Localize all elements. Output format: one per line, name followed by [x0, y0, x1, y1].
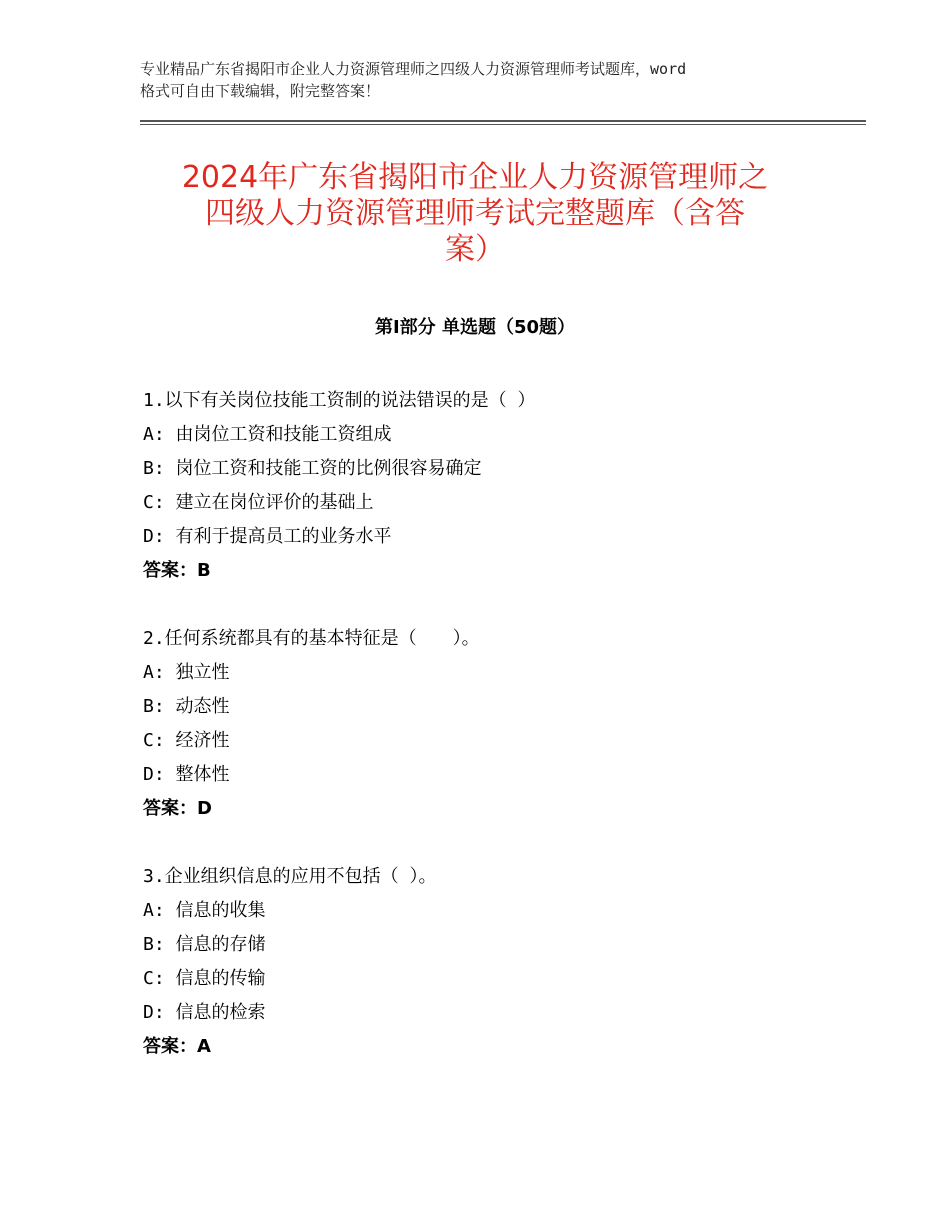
question-item	[143, 860, 843, 1064]
option-a: A: 信息的收集	[143, 900, 266, 921]
option-b: B: 动态性	[143, 696, 230, 717]
option-b: B: 信息的存储	[143, 934, 266, 955]
question-list	[143, 384, 843, 1098]
option-c: C: 经济性	[143, 730, 230, 751]
question-stem: 1.以下有关岗位技能工资制的说法错误的是（ ）	[143, 390, 536, 411]
option-a: A: 由岗位工资和技能工资组成	[143, 424, 392, 445]
answer-line: 答案：D	[143, 798, 212, 819]
option-b: B: 岗位工资和技能工资的比例很容易确定	[143, 458, 482, 479]
option-c: C: 建立在岗位评价的基础上	[143, 492, 374, 513]
question-stem: 2.任何系统都具有的基本特征是（ ）。	[143, 628, 480, 649]
question-item	[143, 622, 843, 826]
header-divider-thin	[140, 124, 866, 125]
title-line-1: 2024年广东省揭阳市企业人力资源管理师之	[181, 160, 769, 195]
answer-line: 答案：B	[143, 560, 211, 581]
title-line-3: 案）	[445, 232, 505, 267]
header-divider-thick	[140, 120, 866, 122]
header-note-line-1: 专业精品广东省揭阳市企业人力资源管理师之四级人力资源管理师考试题库，word	[140, 60, 687, 78]
question-stem: 3.企业组织信息的应用不包括（ ）。	[143, 866, 437, 887]
header-note-line-2: 格式可自由下载编辑，附完整答案！	[140, 82, 381, 100]
title-line-2: 四级人力资源管理师考试完整题库（含答	[205, 196, 745, 231]
section-heading: 第Ⅰ部分 单选题（50题）	[374, 317, 575, 338]
option-a: A: 独立性	[143, 662, 230, 683]
option-c: C: 信息的传输	[143, 968, 266, 989]
answer-line: 答案：A	[143, 1036, 211, 1057]
question-item	[143, 384, 843, 588]
option-d: D: 信息的检索	[143, 1002, 266, 1023]
option-d: D: 整体性	[143, 764, 230, 785]
document-title	[140, 160, 810, 268]
option-d: D: 有利于提高员工的业务水平	[143, 526, 392, 547]
document-header-note	[140, 58, 830, 102]
